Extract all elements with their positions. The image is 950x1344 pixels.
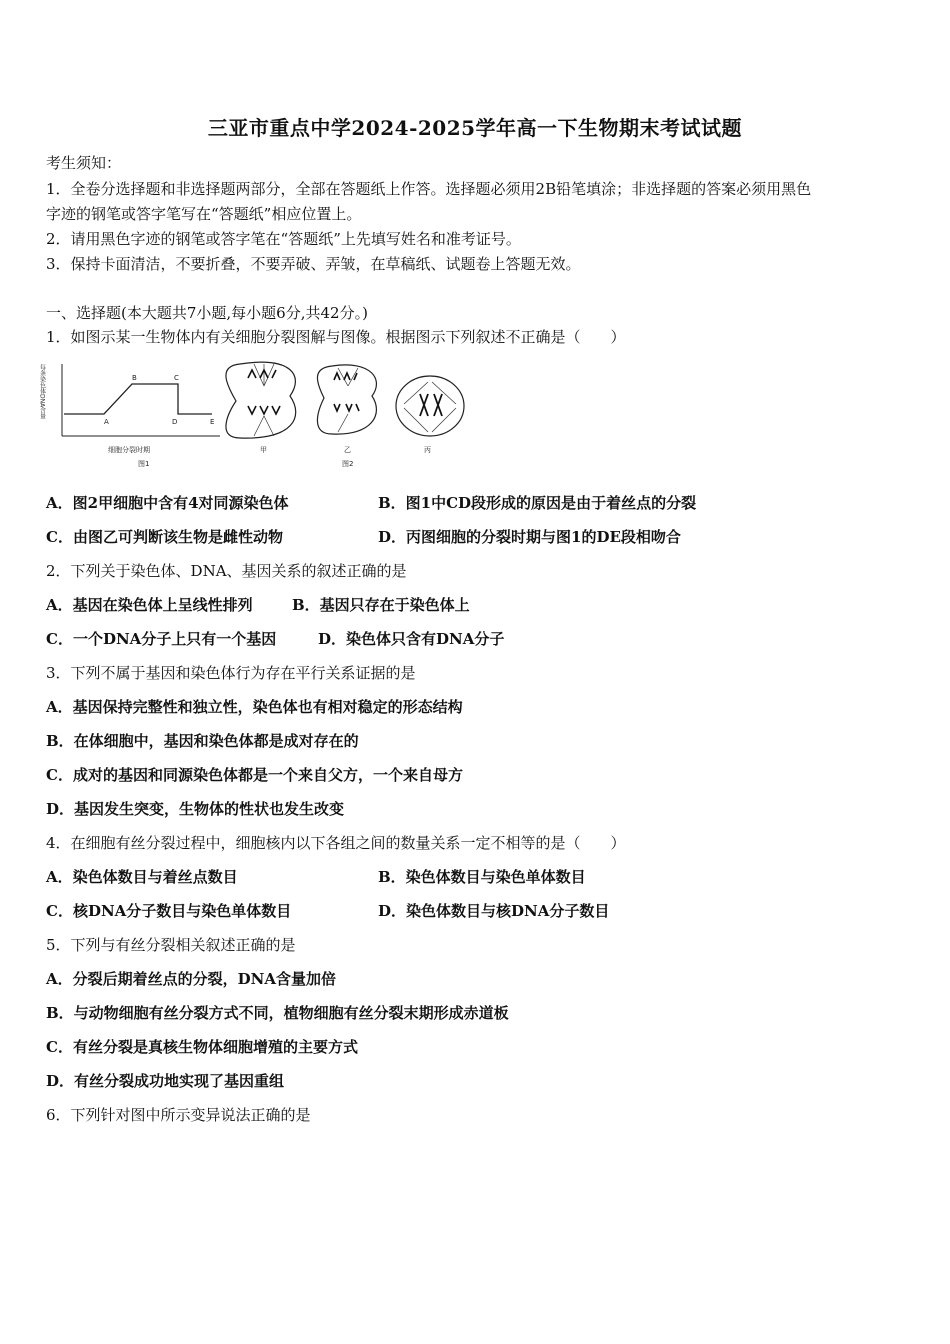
question-4-stem: 4．在细胞有丝分裂过程中，细胞核内以下各组之间的数量关系一定不相等的是（ ） (46, 834, 626, 852)
q3-option-c: C．成对的基因和同源染色体都是一个来自父方，一个来自母方 (46, 766, 463, 784)
q3-option-d: D．基因发生突变，生物体的性状也发生改变 (46, 800, 345, 818)
notice-item-2: 2．请用黑色字迹的钢笔或答字笔在“答题纸”上先填写姓名和准考证号。 (46, 230, 521, 248)
cell-label-jia: 甲 (260, 446, 267, 454)
cell-label-yi: 乙 (344, 446, 351, 454)
q3-option-b: B．在体细胞中，基因和染色体都是成对存在的 (46, 732, 359, 750)
q4-option-d: D．染色体数目与核DNA分子数目 (378, 902, 610, 920)
question-6-stem: 6．下列针对图中所示变异说法正确的是 (46, 1106, 311, 1124)
question-5-stem: 5．下列与有丝分裂相关叙述正确的是 (46, 936, 296, 954)
q5-option-a: A．分裂后期着丝点的分裂，DNA含量加倍 (46, 970, 336, 988)
notice-item-1-cont: 字迹的钢笔或答字笔写在“答题纸”相应位置上。 (46, 205, 362, 223)
graph-caption: 图1 (138, 460, 150, 468)
cell-bing (396, 376, 464, 454)
q3-option-a: A．基因保持完整性和独立性，染色体也有相对稳定的形态结构 (46, 698, 463, 716)
point-label-a: A (104, 418, 109, 426)
q2-option-b: B．基因只存在于染色体上 (292, 596, 470, 614)
q2-option-a: A．基因在染色体上呈线性排列 (46, 596, 253, 614)
graph-x-label: 细胞分裂时期 (108, 446, 150, 454)
cell-jia (226, 362, 296, 454)
question-3-stem: 3．下列不属于基因和染色体行为存在平行关系证据的是 (46, 664, 416, 682)
q5-option-d: D．有丝分裂成功地实现了基因重组 (46, 1072, 285, 1090)
q1-option-d: D．丙图细胞的分裂时期与图1的DE段相吻合 (378, 528, 681, 546)
q1-option-b: B．图1中CD段形成的原因是由于着丝点的分裂 (378, 494, 697, 512)
q2-option-c: C．一个DNA分子上只有一个基因 (46, 630, 277, 648)
graph-y-label: 每条染色体DNA含量 (38, 364, 46, 420)
section-heading: 一、选择题(本大题共7小题,每小题6分,共42分。) (46, 304, 368, 322)
point-label-d: D (172, 418, 178, 426)
q5-option-c: C．有丝分裂是真核生物体细胞增殖的主要方式 (46, 1038, 358, 1056)
notice-item-1: 1．全卷分选择题和非选择题两部分，全部在答题纸上作答。选择题必须用2B铅笔填涂；非选择题的答案必须用黑色 (46, 180, 812, 198)
point-label-e: E (210, 418, 215, 426)
q1-option-c: C．由图乙可判断该生物是雌性动物 (46, 528, 283, 546)
q5-option-b: B．与动物细胞有丝分裂方式不同，植物细胞有丝分裂末期形成赤道板 (46, 1004, 509, 1022)
q4-option-c: C．核DNA分子数目与染色单体数目 (46, 902, 292, 920)
graph-figure-1 (39, 363, 221, 468)
q4-option-b: B．染色体数目与染色单体数目 (378, 868, 586, 886)
point-label-c: C (174, 374, 179, 382)
point-label-b: B (132, 374, 137, 382)
question-2-stem: 2．下列关于染色体、DNA、基因关系的叙述正确的是 (46, 562, 407, 580)
q4-option-a: A．染色体数目与着丝点数目 (46, 868, 238, 886)
q2-option-d: D．染色体只含有DNA分子 (318, 630, 505, 648)
question-1-stem: 1．如图示某一生物体内有关细胞分裂图解与图像。根据图示下列叙述不正确是（ ） (46, 328, 626, 346)
notice-item-3: 3．保持卡面清洁，不要折叠，不要弄破、弄皱，在草稿纸、试题卷上答题无效。 (46, 255, 581, 273)
notice-heading: 考生须知： (46, 154, 122, 172)
page-title: 三亚市重点中学2024-2025学年高一下生物期末考试试题 (207, 116, 743, 140)
cell-label-bing: 丙 (424, 446, 431, 454)
cell-yi (317, 365, 376, 468)
question-1-figure (38, 356, 482, 474)
q1-option-a: A．图2甲细胞中含有4对同源染色体 (46, 494, 289, 512)
cells-caption: 图2 (342, 460, 354, 468)
